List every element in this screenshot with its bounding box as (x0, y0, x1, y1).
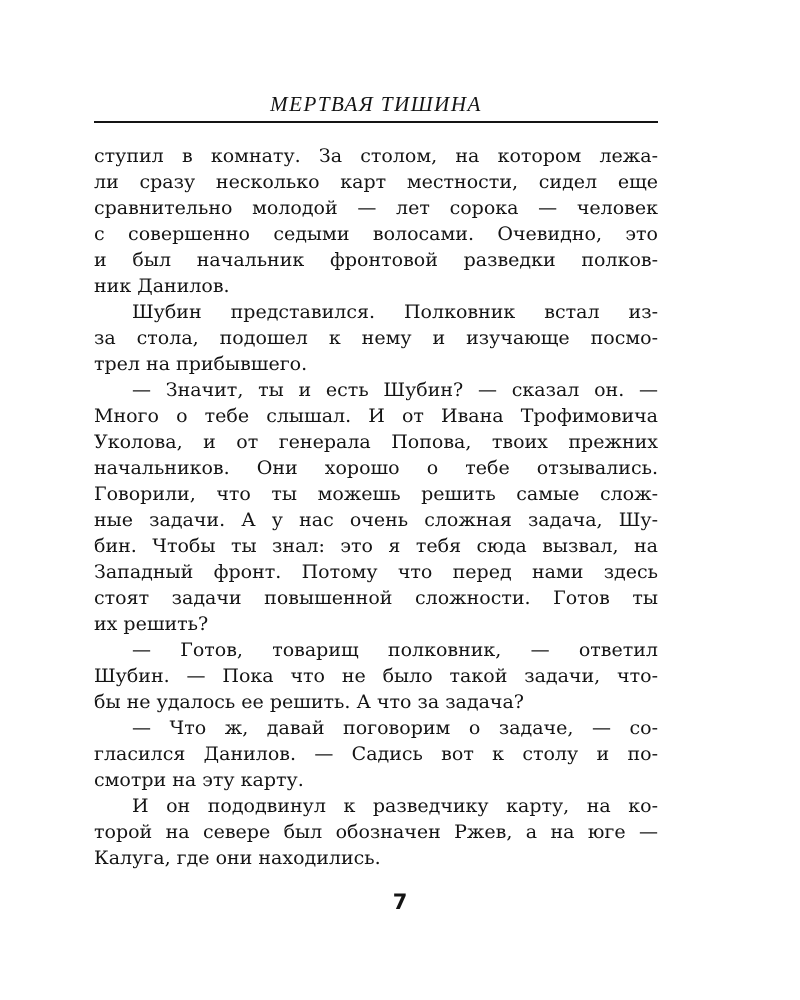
text-line: гласился Данилов. — Садись вот к столу и по- (94, 743, 658, 765)
text-line: смотри на эту карту. (94, 769, 304, 791)
text-line: их решить? (94, 613, 209, 635)
text-line: ступил в комнату. За столом, на котором лежа- (94, 145, 658, 167)
body-text (94, 143, 658, 871)
text-line: торой на севере был обозначен Ржев, а на юге — (94, 821, 658, 843)
header-rule (94, 121, 658, 123)
text-line: с совершенно седыми волосами. Очевидно, это (94, 223, 658, 245)
text-line: Говорили, что ты можешь решить самые слож- (94, 483, 658, 505)
text-line: и был начальник фронтовой разведки полков- (94, 249, 658, 271)
text-line: — Готов, товарищ полковник, — ответил (132, 639, 658, 661)
text-line: за стола, подошел к нему и изучающе посмо- (94, 327, 658, 349)
text-line: — Что ж, давай поговорим о задаче, — со- (132, 717, 658, 739)
text-line: ные задачи. А у нас очень сложная задача, Шу- (94, 509, 658, 531)
text-line: бы не удалось ее решить. А что за задача? (94, 691, 524, 713)
text-line: Уколова, и от генерала Попова, твоих прежних (94, 431, 658, 453)
text-line: трел на прибывшего. (94, 353, 308, 375)
text-line: начальников. Они хорошо о тебе отзывались. (94, 457, 658, 479)
text-line: ник Данилов. (94, 275, 230, 297)
page-number: 7 (392, 890, 408, 914)
text-line: Шубин. — Пока что не было такой задачи, что- (94, 665, 658, 687)
text-line: Много о тебе слышал. И от Ивана Трофимовича (94, 405, 658, 427)
text-line: И он пододвинул к разведчику карту, на ко- (132, 795, 658, 817)
text-line: Калуга, где они находились. (94, 847, 381, 869)
text-line: Шубин представился. Полковник встал из- (132, 301, 658, 323)
text-line: ли сразу несколько карт местности, сидел еще (94, 171, 658, 193)
text-line: стоят задачи повышенной сложности. Готов ты (94, 587, 658, 609)
running-head-title: МЕРТВАЯ ТИШИНА (270, 92, 482, 116)
text-line: — Значит, ты и есть Шубин? — сказал он. — (132, 379, 658, 401)
text-line: бин. Чтобы ты знал: это я тебя сюда вызвал, на (94, 535, 658, 557)
text-line: сравнительно молодой — лет сорока — человек (94, 197, 658, 219)
text-line: Западный фронт. Потому что перед нами здесь (94, 561, 658, 583)
